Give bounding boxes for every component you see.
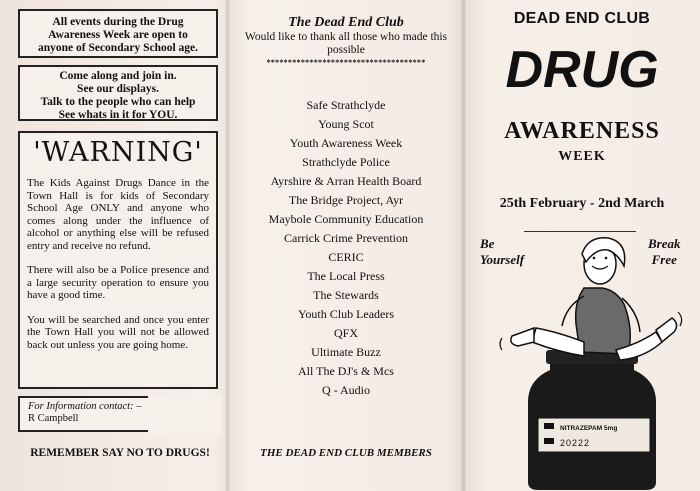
- break-free-line: Break: [648, 236, 681, 251]
- club-name: DEAD END CLUB: [513, 10, 651, 27]
- warning-paragraph: There will also be a Police presence and a large security operation to ensure you have a good time.: [27, 264, 209, 301]
- notice1-line: All events during the Drug: [52, 16, 184, 28]
- sponsor-item: The Bridge Project, Ayr: [288, 193, 404, 207]
- star-divider: *************************************: [266, 58, 426, 67]
- sponsor-item: The Local Press: [307, 269, 385, 283]
- info-name: R Campbell: [28, 413, 79, 424]
- sponsor-item: Safe Strathclyde: [306, 98, 386, 112]
- sponsor-item: CERIC: [328, 250, 364, 264]
- notice2-line: See whats in it for YOU.: [58, 109, 178, 121]
- notice1-line: Awareness Week are open to: [48, 29, 188, 41]
- notice-open-to-all: [18, 9, 218, 58]
- bottle-label: NITRAZEPAM 5mg: [560, 425, 618, 432]
- sponsor-item: Youth Awareness Week: [289, 136, 403, 150]
- warning-box: [18, 131, 218, 389]
- sponsor-item: Ayrshire & Arran Health Board: [270, 174, 422, 188]
- sponsor-item: Strathclyde Police: [302, 155, 390, 169]
- sponsor-item: The Stewards: [313, 288, 379, 302]
- headline-awareness: AWARENESS: [504, 118, 660, 144]
- sponsor-item: Q - Audio: [322, 383, 370, 397]
- sponsor-item: QFX: [333, 326, 358, 340]
- be-yourself-line: Yourself: [480, 252, 525, 267]
- club-members: THE DEAD END CLUB MEMBERS: [260, 447, 432, 459]
- notice-come-along: [18, 65, 218, 121]
- info-label: For Information contact: –: [28, 401, 142, 412]
- break-free-line: Free: [651, 252, 677, 267]
- be-yourself: [480, 236, 524, 268]
- sponsor-item: Young Scot: [318, 117, 374, 131]
- notice1-line: anyone of Secondary School age.: [37, 42, 199, 54]
- warning-paragraph: The Kids Against Drugs Dance in the Town Hall is for kids of Secondary School Age ONLY and anyone who comes along under the influence of alcohol or anything else will be refused entry and receive no refund.: [27, 177, 209, 252]
- left-panel: [0, 0, 228, 491]
- be-yourself-line: Be: [480, 236, 495, 251]
- warning-title: 'WARNING': [33, 137, 203, 168]
- sponsor-item: Maybole Community Education: [268, 212, 424, 226]
- middle-panel: [228, 0, 464, 491]
- sponsor-item: All The DJ's & Mcs: [298, 364, 394, 378]
- notice2-line: Come along and join in.: [59, 70, 177, 82]
- break-free: [648, 236, 681, 268]
- notice2-line: Talk to the people who can help: [40, 96, 196, 108]
- thanks-subtitle: Would like to thank all those who made this possible: [244, 31, 448, 56]
- thanks-title: The Dead End Club: [288, 15, 404, 30]
- sponsor-list: [228, 96, 464, 400]
- sponsor-item: Carrick Crime Prevention: [284, 231, 408, 245]
- headline-week: WEEK: [558, 149, 606, 164]
- slogan: REMEMBER SAY NO TO DRUGS!: [30, 447, 210, 459]
- sponsor-item: Youth Club Leaders: [297, 307, 395, 321]
- kid-on-bottle-illustration: [488, 232, 688, 491]
- bottle-number: 20222: [560, 438, 591, 448]
- headline-drug: DRUG: [505, 41, 659, 99]
- event-dates: 25th February - 2nd March: [499, 196, 665, 211]
- notice2-line: See our displays.: [77, 83, 159, 95]
- warning-paragraph: You will be searched and once you enter the Town Hall you will not be allowed back out unless you are going home.: [27, 313, 209, 351]
- info-contact-box: [18, 396, 218, 432]
- right-panel: [464, 0, 700, 491]
- sponsor-item: Ultimate Buzz: [311, 345, 381, 359]
- smudge: [148, 395, 222, 435]
